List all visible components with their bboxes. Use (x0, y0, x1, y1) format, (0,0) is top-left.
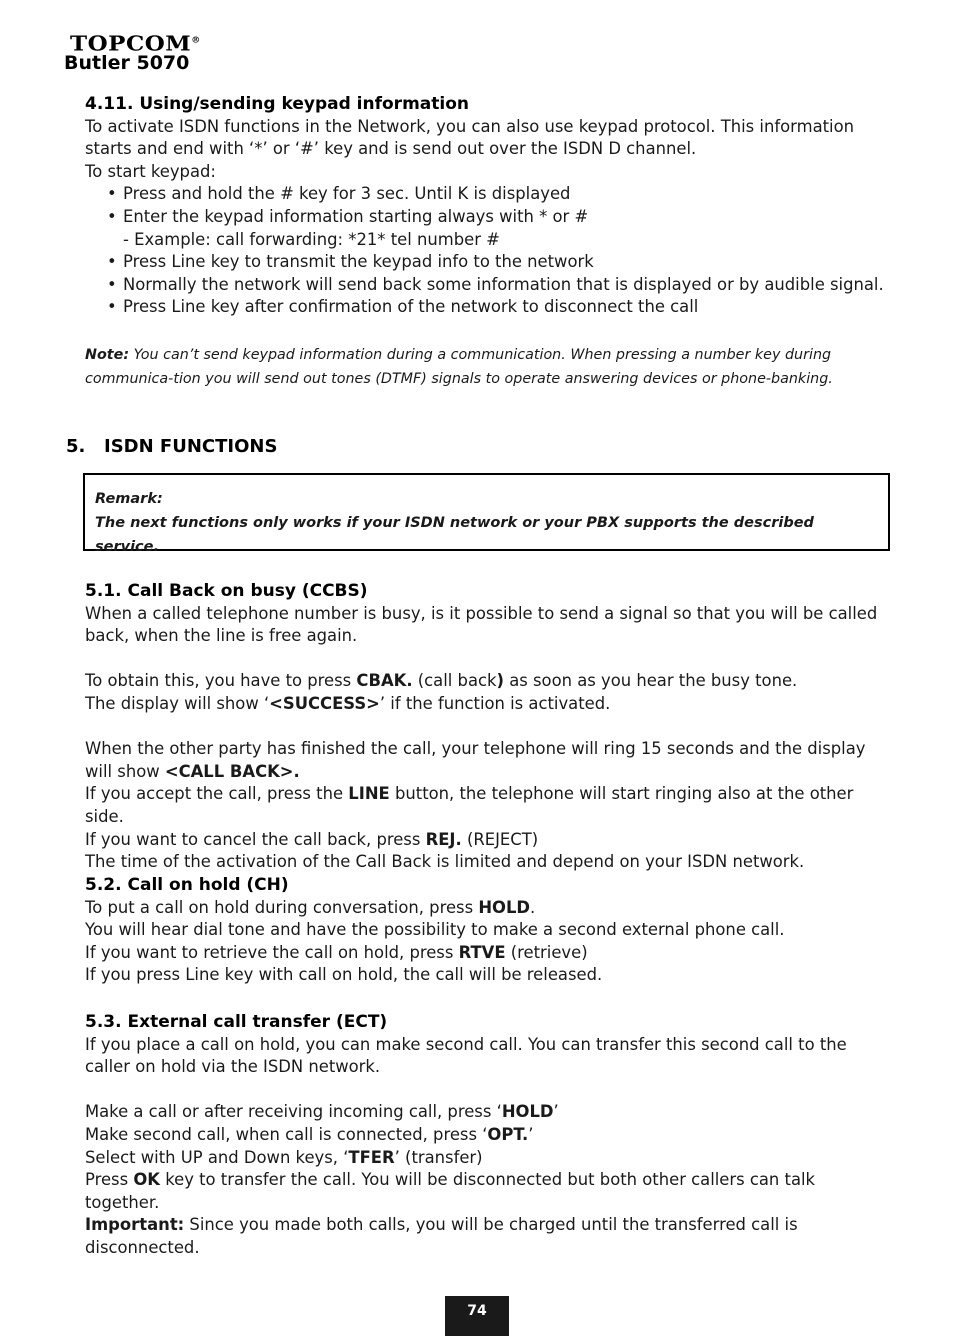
logo-registered-mark: ® (191, 36, 201, 46)
section-5-3-p5: Press OK key to transfer the call. You will be disconnected but both other callers can talk together. (85, 1170, 816, 1212)
keypad-note (85, 343, 885, 391)
section-5-1 (85, 580, 885, 874)
section-5-1-title: 5.1. Call Back on busy (CCBS) (85, 581, 368, 601)
cbak-key: CBAK. (356, 671, 413, 691)
section-4-11-start: To start keypad: (85, 161, 216, 181)
bullet-item: • Press and hold the # key for 3 sec. Until K is displayed (85, 183, 885, 206)
section-5-1-p6: If you want to cancel the call back, press REJ. (REJECT) (85, 829, 539, 849)
rtve-key: RTVE (458, 942, 506, 962)
sub-item: - Example: call forwarding: *21* tel number # (123, 229, 500, 249)
success-display: <SUCCESS> (269, 693, 380, 713)
section-5-3-p2: Make a call or after receiving incoming call, press ‘HOLD’ (85, 1102, 559, 1122)
section-5-2 (85, 874, 885, 987)
section-5-1-p7: The time of the activation of the Call Back is limited and depend on your ISDN network. (85, 852, 805, 872)
section-5-2-p4: If you press Line key with call on hold, the call will be released. (85, 965, 603, 985)
section-4-11-intro: To activate ISDN functions in the Network, you can also use keypad protocol. This information starts and end with ‘*’ or ‘#’ key and is send out over the ISDN D channel. (85, 116, 855, 159)
important-label: Important: (85, 1215, 185, 1235)
product-name: Butler 5070 (64, 52, 190, 74)
note-label: Note: (85, 347, 130, 363)
hold-key: HOLD (478, 897, 531, 917)
section-5-2-p3: If you want to retrieve the call on hold, press RTVE (retrieve) (85, 942, 588, 962)
section-5-3-p3: Make second call, when call is connected, press ‘OPT.’ (85, 1124, 534, 1144)
section-5-3 (85, 1011, 885, 1260)
section-4-11-title: 4.11. Using/sending keypad information (85, 94, 469, 114)
section-5-2-p1: To put a call on hold during conversation, press HOLD. (85, 897, 536, 917)
section-5-2-p2: You will hear dial tone and have the possibility to make a second external phone call. (85, 920, 785, 940)
section-5-1-p1: When a called telephone number is busy, is it possible to send a signal so that you will be called back, when the line is free again. (85, 603, 878, 646)
section-5-heading (66, 436, 277, 459)
section-5-1-p2: To obtain this, you have to press CBAK. (call back) as soon as you hear the busy tone. (85, 671, 798, 691)
section-5-3-p4: Select with UP and Down keys, ‘TFER’ (transfer) (85, 1147, 483, 1167)
logo-text: TOPCOM (70, 31, 192, 56)
bullet-item: • Enter the keypad information starting always with * or # (85, 206, 885, 229)
opt-key: OPT. (487, 1124, 529, 1144)
tfer-key: TFER (348, 1147, 395, 1167)
callback-display: <CALL BACK>. (164, 761, 300, 781)
section-5-2-title: 5.2. Call on hold (CH) (85, 875, 289, 895)
rej-key: REJ. (425, 829, 462, 849)
bullet-item: • Press Line key to transmit the keypad info to the network (85, 251, 885, 274)
remark-label: Remark: (95, 491, 163, 507)
page-number: 74 (445, 1296, 509, 1336)
section-5-3-p1: If you place a call on hold, you can make second call. You can transfer this second call to the caller on hold via the ISDN network. (85, 1034, 847, 1077)
section-5-title: ISDN FUNCTIONS (104, 436, 278, 457)
section-5-3-title: 5.3. External call transfer (ECT) (85, 1012, 388, 1032)
note-text: You can’t send keypad information during a communication. When pressing a number key during communica-tion you will send out tones (DTMF) signals to operate answering devices or phone-banking. (85, 347, 833, 387)
section-5-3-p6: Important: Since you made both calls, you will be charged until the transferred call is disconnected. (85, 1215, 798, 1257)
section-5-1-p4: When the other party has finished the call, your telephone will ring 15 seconds and the display will show <CALL BACK>. (85, 739, 866, 781)
remark-text: The next functions only works if your ISDN network or your PBX supports the described service. (95, 515, 814, 555)
section-5-1-p5: If you accept the call, press the LINE button, the telephone will start ringing also at the other side. (85, 784, 854, 826)
section-4-11 (85, 93, 885, 319)
ok-key: OK (133, 1170, 160, 1190)
remark-box (83, 473, 890, 555)
bullet-item: • Press Line key after confirmation of the network to disconnect the call (85, 296, 885, 319)
bullet-item: • Normally the network will send back some information that is displayed or by audible signal. (85, 274, 885, 297)
line-key: LINE (348, 784, 390, 804)
hold-key: HOLD (501, 1102, 554, 1122)
section-5-number: 5. (66, 436, 86, 457)
section-5-1-p3: The display will show ‘<SUCCESS>’ if the function is activated. (85, 693, 611, 713)
